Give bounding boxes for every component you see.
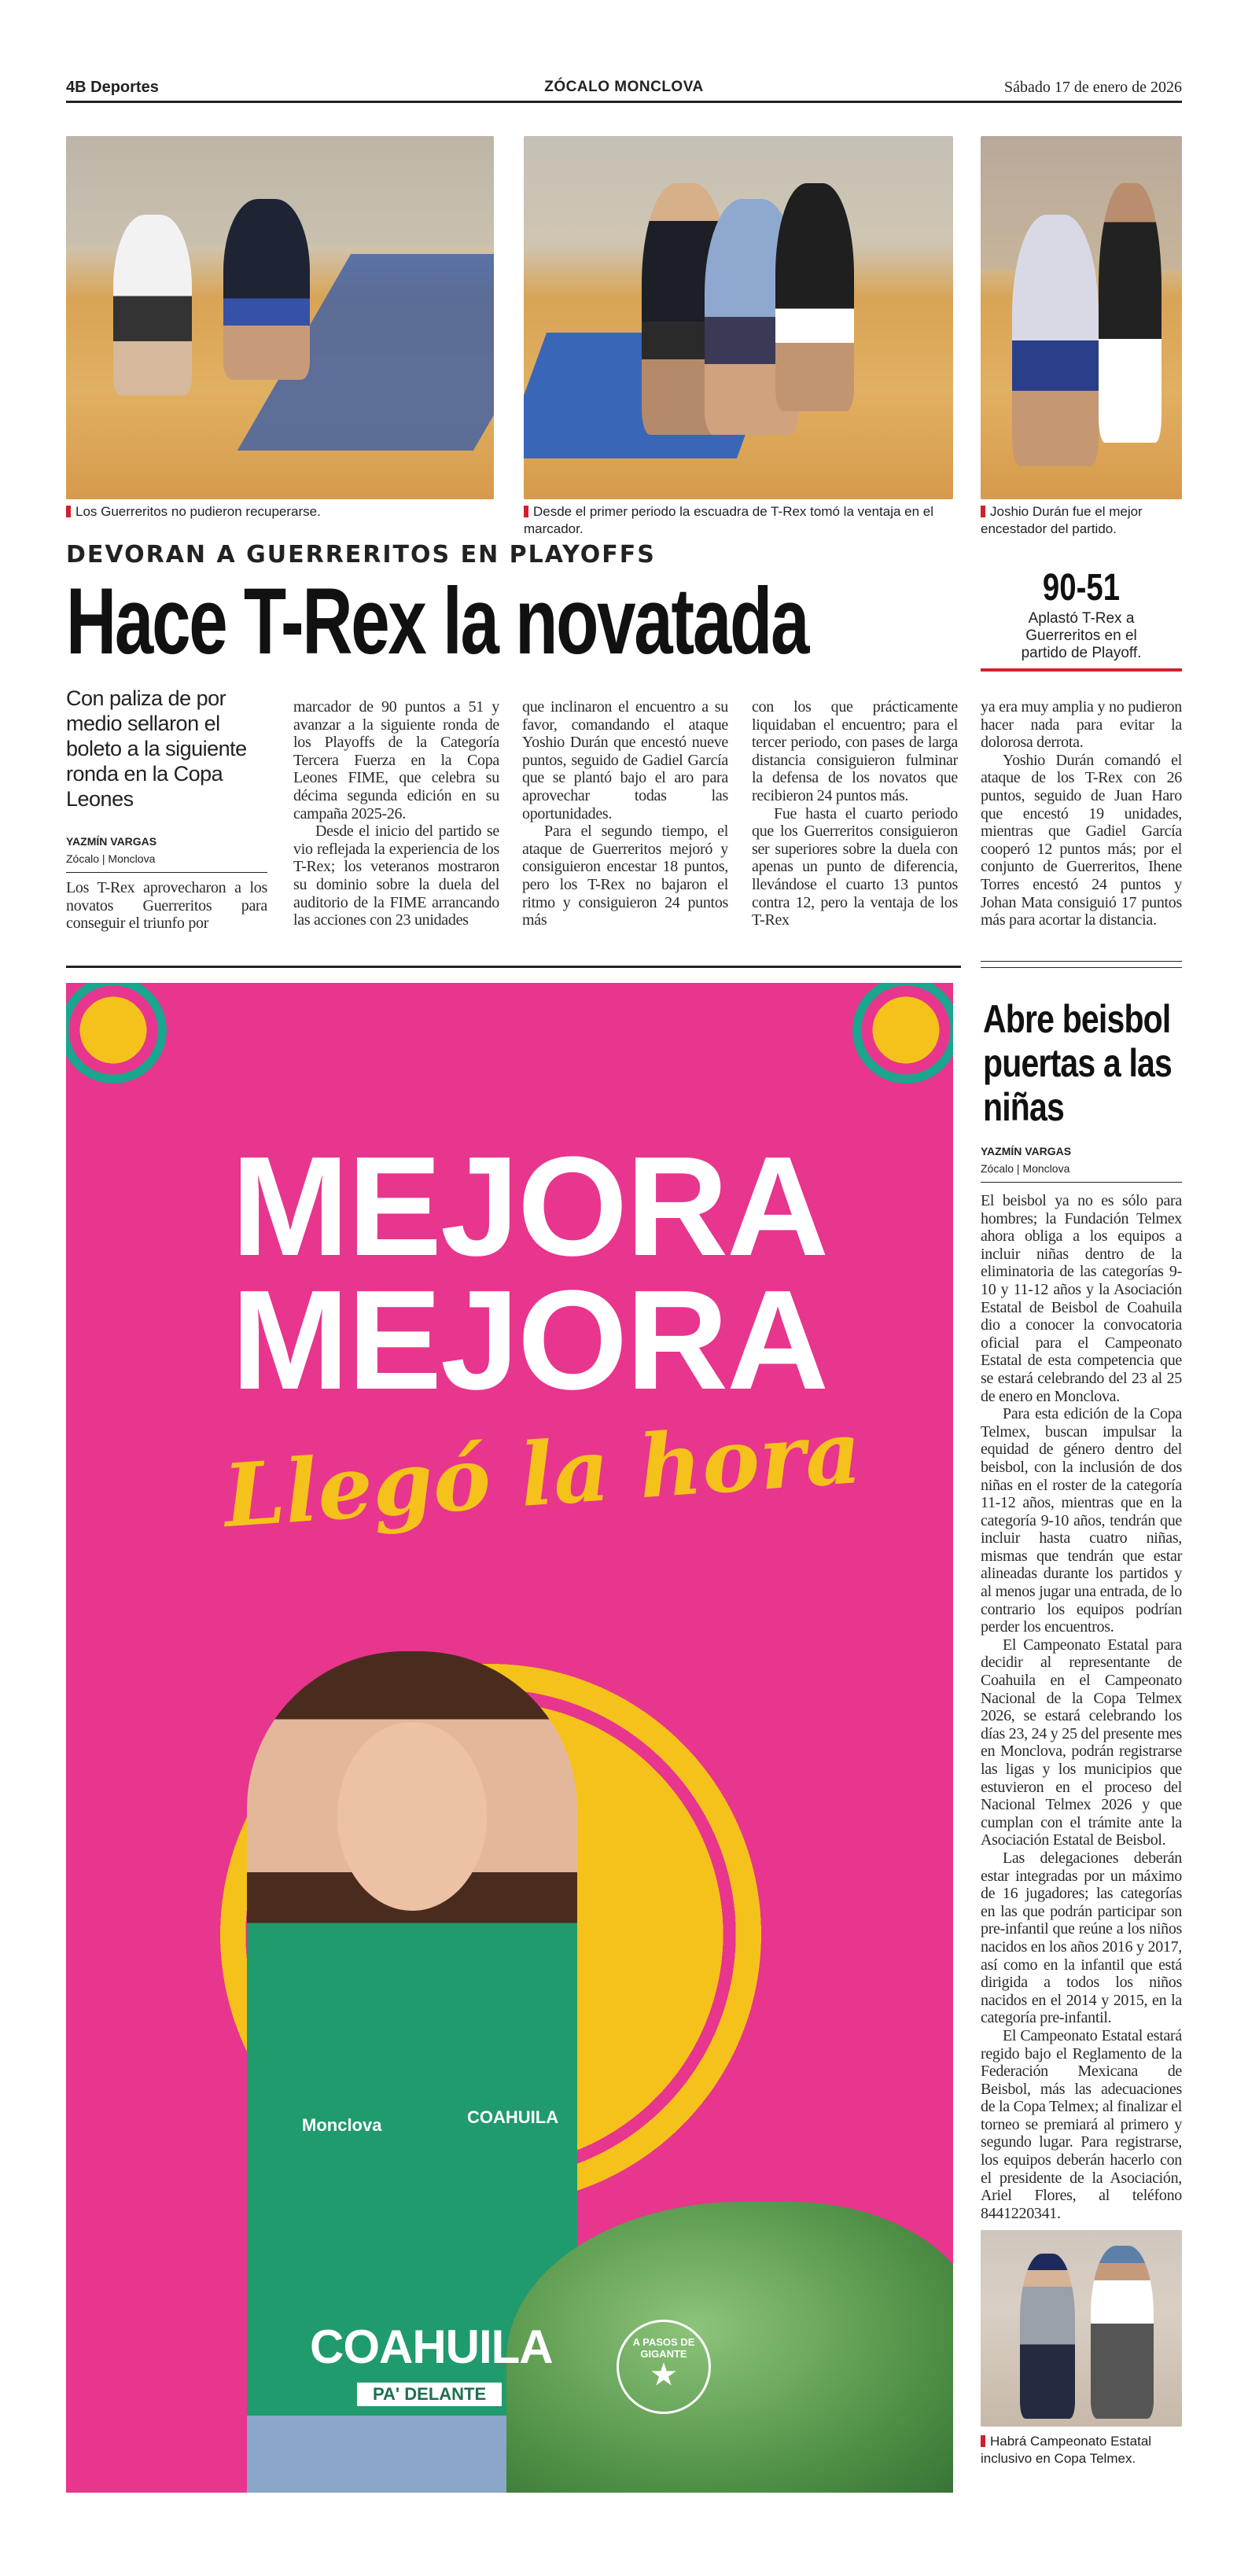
caption-marker-icon (981, 506, 985, 517)
caption-text: Los Guerreritos no pudieron recuperarse. (75, 504, 321, 519)
ad-slogan: Llegó la hora (220, 1400, 865, 1547)
photo-caption-3 (981, 503, 1182, 538)
paragraph: Para el segundo tiempo, el ataque de Guerreritos mejoró y consiguieron encestar 18 puntos, pero los T-Rex no bajaron el ritmo y consiguieron 24 puntos más (522, 822, 728, 929)
byline-dateline: Zócalo | Monclova (66, 852, 156, 865)
score-description: Aplastó T-Rex a Guerreritos en el partido de Playoff. (1021, 610, 1142, 661)
article-column-5 (981, 698, 1182, 929)
paragraph: El beisbol ya no es sólo para hombres; la Fundación Telmex ahora obliga a los equipos a incluir niñas dentro de la eliminatoria de las categorías 9-10 y 11-12 años y la Asociación Estatal de Beisbol de Coahuila dio a conocer la convocatoria oficial para el Campeonato Estatal de esta competencia que se estará celebrando del 23 al 25 de enero en Monclova. (981, 1192, 1182, 1405)
article-column-1 (66, 879, 267, 933)
score-box (981, 566, 1182, 662)
coahuila-logo-sub: PA' DELANTE (357, 2383, 502, 2406)
paragraph: Yoshio Durán comandó el ataque de los T-Rex con 26 puntos, seguido de Juan Haro que encestó 19 unidades, mientras que Gadiel García cooperó 12 puntos más; por el conjunto de Guerreritos, Ihene Torres encestó 24 puntos y Johan Mata consiguió 17 puntos más para acortar la distancia. (981, 751, 1182, 929)
paragraph: marcador de 90 puntos a 51 y avanzar a la siguiente ronda de los Playoffs de la Categoría Tercera Fuerza en la Copa Leones FIME, que celebra su décima segunda edición en su campaña 2025-26. (293, 698, 499, 822)
sidebar-byline-author: YAZMÍN VARGAS (981, 1145, 1072, 1157)
caption-text: Desde el primer periodo la escuadra de T-Rex tomó la ventaja en el marcador. (524, 504, 934, 536)
sidebar-flow (981, 1192, 1182, 2467)
paragraph: El Campeonato Estatal estará regido bajo el Reglamento de la Federación Mexicana de Beisbol, más las adecuaciones de la Copa Telmex; al finalizar el torneo se premiará al primero y segundo lugar. Para registrarse, los equipos deberán hacerlo con el presidente de la Asociación, Ariel Flores, al teléfono 8441220341. (981, 2026, 1182, 2222)
paragraph: Fue hasta el cuarto periodo que los Guerreritos consiguieron ser superiores sobre la duela con apenas un punto de diferencia, llevándose el cuarto 13 puntos contra 12, pero la ventaja de los T-Rex (752, 804, 958, 929)
photo-caption-2 (524, 503, 964, 538)
article-column-4 (752, 698, 958, 929)
paragraph: Para esta edición de la Copa Telmex, buscan impulsar la equidad de género dentro del beisbol, con la inclusión de dos niñas en el roster de la categoría 11-12 años, mientras que en la categoría 9-10 años, tendrán que incluir hasta cuatro niñas, mismas que tendrán que estar alineadas durante los partidos y al menos jugar una entrada, de lo contrario los equipos podrían perder los encuentros. (981, 1405, 1182, 1636)
coahuila-logo: COAHUILA (310, 2320, 553, 2373)
header-rule (66, 101, 1182, 103)
paragraph: con los que prácticamente liquidaban el encuentro; para el tercer periodo, con pases de larga distancia consiguieron fulminar la defensa de los novatos que recibieron 24 puntos más. (752, 698, 958, 804)
issue-date: Sábado 17 de enero de 2026 (1003, 79, 1182, 96)
ad-mejora-line-2: MEJORA (231, 1261, 828, 1419)
flower-decoration-icon (827, 983, 953, 1109)
paragraph: Los T-Rex aprovecharon a los novatos Guerreritos para conseguir el triunfo por (66, 879, 267, 933)
newspaper-name: ZÓCALO MONCLOVA (544, 79, 704, 95)
flower-decoration-icon (66, 983, 192, 1109)
caption-marker-icon (981, 2435, 985, 2447)
section-label: 4B Deportes (66, 79, 159, 96)
ad-mejora-line-1: MEJORA (231, 1128, 828, 1286)
sidebar-rule-top (981, 961, 1182, 962)
basketball-photo-2 (524, 136, 953, 499)
paragraph: Desde el inicio del partido se vio reflejada la experiencia de los T-Rex; los veteranos mostraron su dominio sobre la duela del auditorio de la FIME arrancando las acciones con 23 unidades (293, 822, 499, 929)
section-divider (66, 966, 961, 968)
article-kicker: DEVORAN A GUERRERITOS EN PLAYOFFS (66, 541, 656, 569)
paragraph: Las delegaciones deberán estar integradas por un máximo de 16 jugadores; las categorías en las que podrán participar son pre-infantil que reúne a los niños nacidos en los años 2016 y 2017, así como en la infantil que está dirigida a todos los niños nacidos en el 2014 y 2015, en la categoría pre-infantil. (981, 1849, 1182, 2027)
advertisement (66, 983, 953, 2493)
seal-text: A PASOS DE GIGANTE (632, 2336, 695, 2360)
vest-logo-right: COAHUILA (467, 2107, 559, 2127)
baseball-photo-caption (981, 2433, 1182, 2467)
photo-caption-1 (66, 503, 494, 521)
caption-text: Habrá Campeonato Estatal inclusivo en Copa Telmex. (981, 2434, 1152, 2467)
paragraph: El Campeonato Estatal para decidir al representante de Coahuila en el Campeonato Nacional de la Copa Telmex 2026, se estará celebrando los días 23, 24 y 25 del presente mes en Monclova, podrán registrarse las ligas y los municipios que estuvieron en el proceso del Nacional Telmex 2026 y que cumplan con el trámite ante la Asociación Estatal de Beisbol. (981, 1636, 1182, 1849)
basketball-photo-1 (66, 136, 494, 499)
article-column-3 (522, 698, 728, 929)
a-pasos-de-gigante-seal (617, 2320, 711, 2414)
caption-marker-icon (66, 506, 71, 517)
star-icon: ★ (650, 2358, 677, 2390)
sidebar-article-body (981, 1192, 1182, 2222)
paragraph: que inclinaron el encuentro a su favor, comandando el ataque Yoshio Durán que encestó nueve puntos, seguido de Gadiel García que se plantó bajo el aro para aprovechar todas las oportunidades. (522, 698, 728, 822)
woman-face (337, 1722, 487, 1911)
sidebar-byline-rule (981, 1182, 1182, 1183)
basketball-photo-3 (981, 136, 1182, 499)
caption-text: Joshio Durán fue el mejor encestador del partido. (981, 504, 1143, 536)
score-value: 90-51 (1042, 567, 1121, 609)
paragraph: ya era muy amplia y no pudieron hacer nada para evitar la dolorosa derrota. (981, 698, 1182, 752)
article-column-2 (293, 698, 499, 929)
sidebar-headline: Abre beisbol puertas a las niñas (983, 997, 1173, 1129)
sidebar-byline-dateline: Zócalo | Monclova (981, 1162, 1070, 1175)
vest-logo-left: Monclova (302, 2115, 382, 2135)
caption-marker-icon (524, 506, 528, 517)
byline-author: YAZMÍN VARGAS (66, 835, 157, 848)
baseball-photo (981, 2230, 1182, 2427)
article-deck: Con paliza de por medio sellaron el boleto a la siguiente ronda en la Copa Leones (66, 686, 247, 811)
sidebar-rule-top-2 (981, 967, 1182, 968)
score-red-rule (981, 668, 1182, 672)
byline-rule (66, 872, 267, 873)
article-headline: Hace T-Rex la novatada (66, 569, 808, 674)
